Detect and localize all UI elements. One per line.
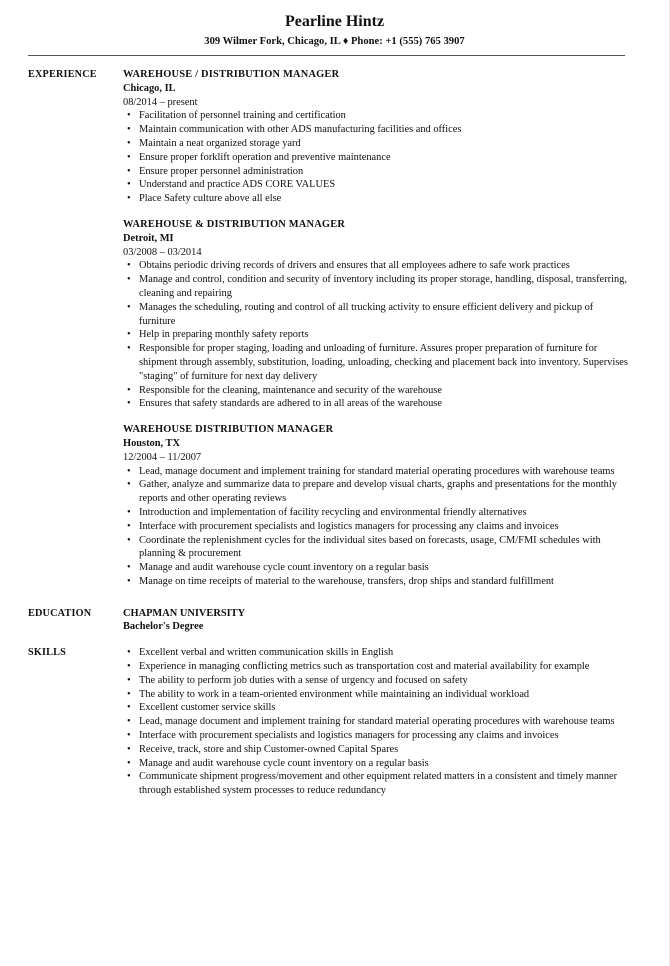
experience-section — [0, 68, 669, 601]
list-item: • Understand and practice ADS CORE VALUES — [139, 178, 629, 192]
list-item: • Coordinate the replenishment cycles for the individual sites based on forecasts, usage, CM/FMI schedules with planning & procurement — [139, 534, 629, 562]
list-item: • Obtains periodic driving records of drivers and ensures that all employees adhere to safe work practices — [139, 259, 629, 273]
list-item: • Manages the scheduling, routing and control of all trucking activity to ensure efficient delivery and pickup of furniture — [139, 301, 629, 329]
education-entry — [123, 607, 669, 635]
list-item: • Interface with procurement specialists and logistics managers for processing any claims and invoices — [139, 520, 629, 534]
list-item: • Responsible for proper staging, loading and unloading of furniture. Assures proper preparation of furniture for shipment through assembly, substitution, loading, unloading, checking and placement back into inventory. Supervises "staging" of furniture for next day delivery — [139, 342, 629, 383]
list-item: • Lead, manage document and implement training for standard material operating procedures with warehouse teams — [139, 715, 629, 729]
job-dates: 08/2014 – present — [123, 96, 198, 108]
list-item: • Experience in managing conflicting metrics such as transportation cost and material availability for example — [139, 660, 629, 674]
list-item: • Help in preparing monthly safety reports — [139, 328, 629, 342]
job-title: WAREHOUSE DISTRIBUTION MANAGER — [123, 424, 334, 436]
section-label-experience: EXPERIENCE — [28, 69, 97, 80]
list-item: • Ensures that safety standards are adhered to in all areas of the warehouse — [139, 397, 629, 411]
list-item: • Manage on time receipts of material to the warehouse, transfers, drop ships and standard fulfillment — [139, 575, 629, 589]
education-section — [0, 607, 669, 635]
list-item: • Maintain communication with other ADS manufacturing facilities and offices — [139, 123, 629, 137]
job-bullets — [123, 109, 629, 206]
list-item: • Excellent customer service skills — [139, 701, 629, 715]
job-location: Houston, TX — [123, 437, 180, 449]
list-item: • Manage and control, condition and security of inventory including its proper storage, handling, disposal, transferring, cleaning and repairing — [139, 273, 629, 301]
list-item: • Communicate shipment progress/movement and other equipment related matters in a consistent and timely manner through established system processes to reduce redundancy — [139, 770, 629, 798]
list-item: • Excellent verbal and written communication skills in English — [139, 646, 629, 660]
resume-header — [0, 0, 669, 49]
candidate-name: Pearline Hintz — [284, 13, 385, 30]
experience-list — [123, 68, 669, 601]
job-bullets — [123, 259, 629, 411]
list-item: • Ensure proper personnel administration — [139, 165, 629, 179]
list-item: • Place Safety culture above all else — [139, 192, 629, 206]
list-item: • Maintain a neat organized storage yard — [139, 137, 629, 151]
skills-entry — [123, 646, 669, 798]
job-dates: 12/2004 – 11/2007 — [123, 451, 202, 463]
skills-section — [0, 646, 669, 798]
list-item: • Ensure proper forklift operation and preventive maintenance — [139, 151, 629, 165]
section-label-education: EDUCATION — [28, 607, 92, 619]
skills-list — [123, 646, 629, 798]
list-item: • The ability to perform job duties with a sense of urgency and focused on safety — [139, 674, 629, 688]
list-item: • Manage and audit warehouse cycle count inventory on a regular basis — [139, 757, 629, 771]
job-location: Detroit, MI — [123, 232, 174, 244]
job-title: WAREHOUSE & DISTRIBUTION MANAGER — [123, 218, 346, 230]
list-item: • Gather, analyze and summarize data to prepare and develop visual charts, graphs and presentations for the monthly reports and other operating reviews — [139, 478, 629, 506]
list-item: • Introduction and implementation of facility recycling and environmental friendly alternatives — [139, 506, 629, 520]
header-divider — [28, 55, 625, 56]
job-entry — [123, 218, 629, 411]
list-item: • Interface with procurement specialists and logistics managers for processing any claims and invoices — [139, 729, 629, 743]
list-item: • Receive, track, store and ship Customer-owned Capital Spares — [139, 743, 629, 757]
job-dates: 03/2008 – 03/2014 — [123, 246, 202, 258]
job-entry — [123, 68, 629, 206]
list-item: • The ability to work in a team-oriented environment while maintaining an individual workload — [139, 688, 629, 702]
job-location: Chicago, IL — [123, 82, 176, 94]
school-name: CHAPMAN UNIVERSITY — [123, 607, 246, 619]
job-title: WAREHOUSE / DISTRIBUTION MANAGER — [123, 69, 340, 80]
section-label-skills: SKILLS — [28, 647, 67, 659]
list-item: • Responsible for the cleaning, maintenance and security of the warehouse — [139, 384, 629, 398]
list-item: • Facilitation of personnel training and certification — [139, 109, 629, 123]
list-item: • Manage and audit warehouse cycle count inventory on a regular basis — [139, 561, 629, 575]
job-bullets — [123, 465, 629, 589]
contact-line: 309 Wilmer Fork, Chicago, IL ♦ Phone: +1 (555) 765 3907 — [204, 36, 465, 47]
degree: Bachelor's Degree — [123, 621, 204, 633]
list-item: • Lead, manage document and implement training for standard material operating procedures with warehouse teams — [139, 465, 629, 479]
job-entry — [123, 423, 629, 589]
